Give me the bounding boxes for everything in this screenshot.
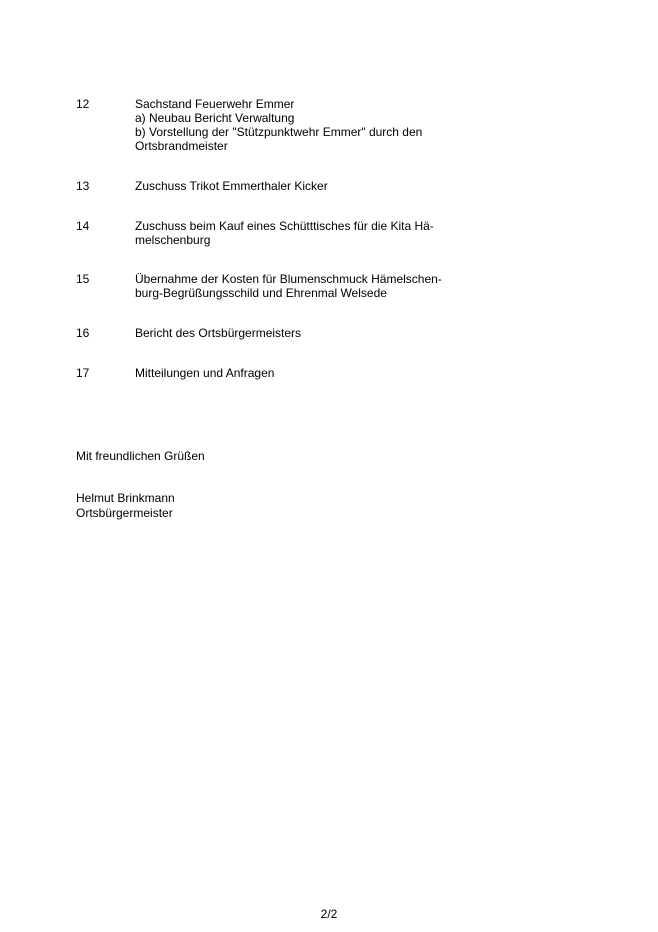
- agenda-number: 15: [76, 272, 90, 286]
- agenda-text: [135, 97, 515, 153]
- agenda-line: Sachstand Feuerwehr Emmer: [135, 97, 295, 111]
- agenda-number: 16: [76, 326, 90, 340]
- agenda-line: Zuschuss beim Kauf eines Schütttisches für die Kita Hä-: [135, 219, 434, 233]
- agenda-line: Bericht des Ortsbürgermeisters: [135, 326, 302, 340]
- agenda-line: Übernahme der Kosten für Blumenschmuck Hämelschen-: [135, 272, 442, 286]
- agenda-line: Zuschuss Trikot Emmerthaler Kicker: [135, 179, 328, 193]
- agenda-number: 13: [76, 179, 90, 193]
- agenda-number: 12: [76, 97, 90, 111]
- page-number: 2/2: [320, 907, 338, 921]
- agenda-line: a) Neubau Bericht Verwaltung: [135, 111, 295, 125]
- agenda-line: melschenburg: [135, 233, 211, 247]
- agenda-number: 17: [76, 366, 90, 380]
- signature-name: Helmut Brinkmann: [76, 491, 175, 505]
- agenda-text: [135, 272, 515, 300]
- agenda-line: Mitteilungen und Anfragen: [135, 366, 275, 380]
- agenda-line: burg-Begrüßungsschild und Ehrenmal Welsede: [135, 286, 387, 300]
- signature-title: Ortsbürgermeister: [76, 506, 173, 520]
- signature-block: [76, 491, 175, 521]
- agenda-text: [135, 179, 515, 193]
- agenda-text: [135, 219, 515, 247]
- agenda-text: [135, 326, 515, 340]
- agenda-line: b) Vorstellung der "Stützpunktwehr Emmer" durch den: [135, 125, 423, 139]
- agenda-line: Ortsbrandmeister: [135, 139, 228, 153]
- closing-greeting: Mit freundlichen Grüßen: [76, 449, 205, 463]
- agenda-number: 14: [76, 219, 90, 233]
- agenda-text: [135, 366, 515, 380]
